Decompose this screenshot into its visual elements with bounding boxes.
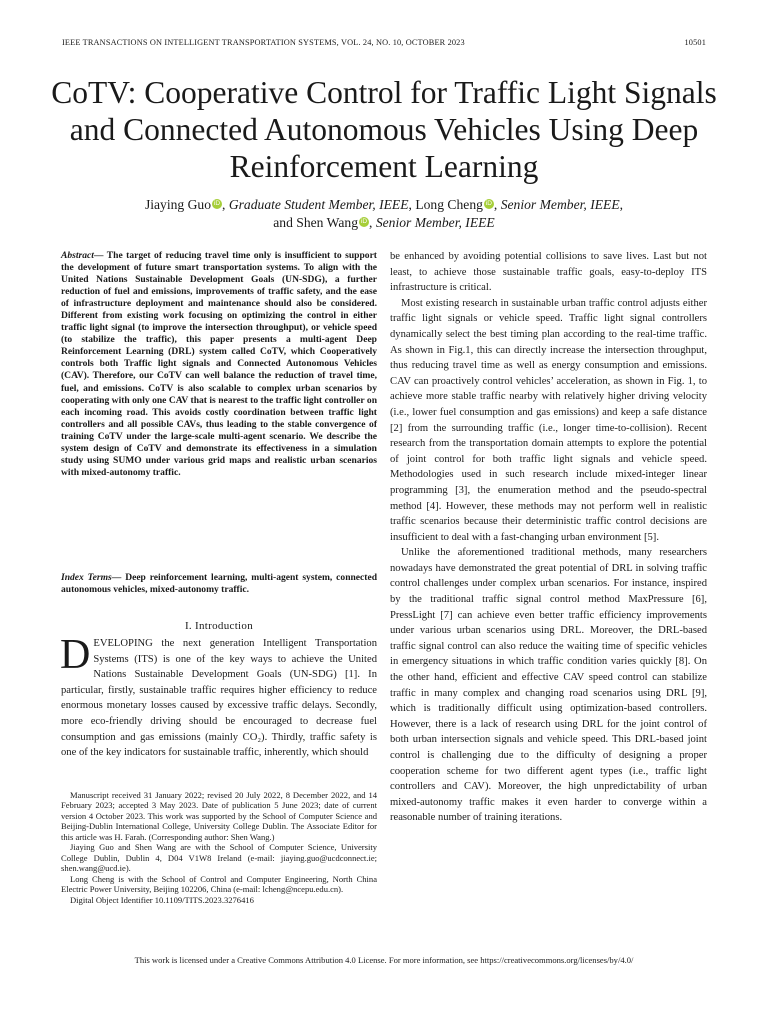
footnotes: [61, 790, 377, 905]
abstract-label: Abstract: [61, 250, 94, 261]
author-role: Senior Member, IEEE: [375, 215, 495, 230]
license-footer: This work is licensed under a Creative Commons Attribution 4.0 License. For more information, see https://creativecommons.org/licenses/by/4.0/: [134, 955, 634, 965]
right-column: [390, 249, 707, 826]
footnote-affiliation-2: Long Cheng is with the School of Control and Computer Engineering, North China Electric Power University, Beijing 102206, China (e-mail: lcheng@ncepu.edu.cn).: [61, 873, 377, 895]
intro-text: EVELOPING the next generation Intelligent Transportation Systems (ITS) is one of the key ways to achieve the United Nations Sustainable Development Goals (UN-SDG) [1]. In particular, firstly, sustainable traffic requires higher efficiency to reduce enormous monetary losses caused by excessive traffic delays. Secondly, more eco-friendly driving should be encouraged to decrease fuel consumption and gas emissions (mainly CO₂). Thirdly, traffic safety is one of the key indicators for sustainable traffic, inherently, which should: [61, 638, 377, 759]
index-terms-label: Index Terms: [61, 572, 112, 583]
author-name: Jiaying Guo: [144, 197, 212, 212]
intro-paragraph: [60, 632, 377, 761]
section-heading: I. Introduction: [184, 620, 254, 632]
footnote-doi: Digital Object Identifier 10.1109/TITS.2023.3276416: [70, 894, 254, 905]
abstract: Abstract— The target of reducing travel time only is insufficient to support the development of future smart transportation systems. To align with the United Nations Sustainable Development Goals (UN-SDG), a further reduction of fuel and emissions, improvements of traffic safety, and the ease of infrastructure deployment and maintenance should also be considered. Different from existing work focusing on optimizing the control in either traffic light signal (to improve the intersection throughput), or vehicle speed (to stabilize the traffic), this paper presents a multi-agent Deep Reinforcement Learning (DRL) system called CoTV, which Cooperatively controls both Traffic light signals and Connected Autonomous Vehicles (CAV). Therefore, our CoTV can well balance the reduction of travel time, fuel, and emissions. CoTV is also scalable to complex urban scenarios by cooperating with only one CAV that is nearest to the traffic light controller on each incoming road. This avoids costly coordination between traffic light controllers and all possible CAVs, thus leading to the stable convergence of training CoTV under the large-scale multi-agent scenario. We describe the system design of CoTV and demonstrate its effectiveness in a simulation study using SUMO under various grid maps and realistic urban scenarios with mixed-autonomy traffic.: [61, 250, 377, 478]
footnote-manuscript: Manuscript received 31 January 2022; revised 20 July 2022, 8 December 2022, and 14 February 2023; accepted 3 May 2023. Date of publication 5 June 2023; date of current version 4 October 2023. This work was supported by the School of Computer Science and Beijing-Dublin International College, University College Dublin. The Associate Editor for this article was H. Farah. (Corresponding author: Shen Wang.): [61, 790, 377, 842]
author-role: Graduate Student Member, IEEE: [228, 197, 409, 212]
author-name: Long Cheng: [415, 197, 483, 212]
orcid-icon[interactable]: iD: [213, 200, 221, 207]
orcid-icon[interactable]: iD: [485, 200, 492, 207]
orcid-icon[interactable]: iD: [360, 218, 368, 225]
abstract-text: The target of reducing travel time only is insufficient to support the development of future smart transportation systems. To align with the United Nations Sustainable Development Goals (UN-SDG), a further reduction of fuel and emissions, improvements of traffic safety, and the ease of infrastructure deployment and maintenance should also be considered. Different from existing work focusing on optimizing the control in either traffic light signal (to improve the intersection throughput), or vehicle speed (to stabilize the traffic), this paper presents a multi-agent Deep Reinforcement Learning (DRL) system called CoTV, which Cooperatively controls both Traffic light signals and Connected Autonomous Vehicles (CAV). Therefore, our CoTV can well balance the reduction of travel time, fuel, and emissions. CoTV is also scalable to complex urban scenarios by cooperating with only one CAV that is nearest to the traffic light controller on each incoming road. This avoids costly coordination between traffic light controllers and all possible CAVs, thus leading to the stable convergence of training CoTV under the large-scale multi-agent scenario. We describe the system design of CoTV and demonstrate its effectiveness in a simulation study using SUMO under various grid maps and realistic urban scenarios with mixed-autonomy traffic.: [61, 250, 377, 478]
index-terms-text: Deep reinforcement learning, multi-agent system, connected autonomous vehicles, mixed-autonomy traffic.: [61, 572, 378, 596]
author-role: Senior Member, IEEE: [500, 197, 620, 212]
paragraph: Most existing research in sustainable urban traffic control adjusts either traffic light signals or vehicle speed. Traffic light signal controllers dynamically select the best timing plan according to the real-time traffic. As shown in Fig.1, this can directly increase the intersection throughput, thus reducing travel time as well as energy consumption and emissions. CAV can proactively control vehicles’ acceleration, as shown in Fig. 1, to achieve more stable traffic nearby with relatively higher driving velocity (i.e., lower fuel consumption and gas emissions) and keep a safe distance [2] from the surrounding traffic (i.e., longer time-to-collision). Recent research from the transportation domain attempts to explore the potential of joint control for both traffic light signals and vehicle speed. Methodologies used in such research include mixed-integer linear programming [3], the enumeration method and the pseudo-spectral method [4]. However, these methods may not perform well in realistic traffic scenarios because their deterministic traffic control decisions are insufficient to deal with a fast-changing urban environment [5].: [390, 297, 707, 543]
paragraph: Unlike the aforementioned traditional methods, many researchers nowadays have demonstrated the great potential of DRL in solving traffic control challenges under complex urban scenarios. For instance, inspired by the traditional traffic signal control method MaxPressure [6], PressLight [7] can achieve even better traffic efficiency improvements under various urban scenarios using DRL. Moreover, the DRL-based traffic signal control can also reduce the waiting time of specific vehicles in emergency situations in which traffic condition varies quickly [8]. On the other hand, efficient and effective CAV speed control can stabilize traffic in many complex and changing road scenarios using DRL [9], which is traditionally difficult using optimization-based controllers. However, there is a lack of research using DRL for the joint control of both urban intersection signals and vehicle speed. This DRL-based joint control is challenging due to the difficulty of designing a proper cooperation scheme for two different agent types (i.e., traffic light controllers and CAV). Moreover, the high unpredictability of urban mixed-autonomy traffic makes it even harder to converge within a reasonable number of training iterations.: [390, 547, 707, 824]
author-name: and Shen Wang: [273, 215, 359, 230]
paper-title: CoTV: Cooperative Control for Traffic Light Signals and Connected Autonomous Vehicles Using Deep Reinforcement Learning: [51, 75, 717, 184]
running-header: [62, 38, 706, 47]
footnote-affiliation-1: Jiaying Guo and Shen Wang are with the School of Computer Science, University College Dublin, Dublin 4, D04 V1W8 Ireland (e-mail: jiaying.guo@ucdconnect.ie; shen.wang@ucd.ie).: [61, 842, 377, 874]
journal-name: IEEE TRANSACTIONS ON INTELLIGENT TRANSPORTATION SYSTEMS, VOL. 24, NO. 10, OCTOBER 2023: [62, 38, 465, 47]
index-terms: Index Terms— Deep reinforcement learning, multi-agent system, connected autonomous vehicles, mixed-autonomy traffic.: [61, 572, 378, 596]
author-list: Jiaying Guo iD , Graduate Student Member, IEEE, Long Cheng iD , Senior Member, IEEE, and Shen Wang iD , Senior Member, IEEE: [144, 197, 624, 230]
drop-cap: D: [60, 632, 91, 678]
paragraph: be enhanced by avoiding potential collisions to save lives. Last but not least, to achieve those sustainable traffic goals, easy-to-deploy ITS infrastructure is critical.: [390, 251, 707, 294]
page-number: 10501: [684, 38, 706, 47]
